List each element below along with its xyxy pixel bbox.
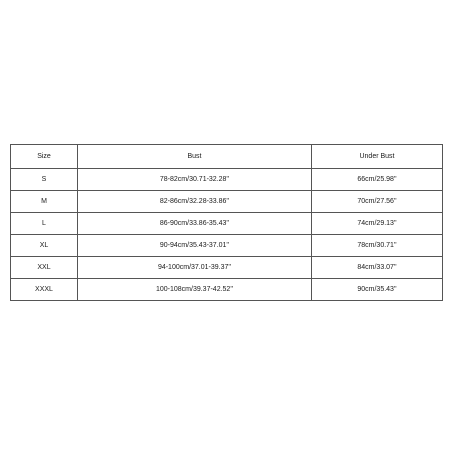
- cell-bust: 82-86cm/32.28-33.86'': [78, 191, 312, 213]
- cell-size: L: [11, 213, 78, 235]
- cell-under-bust: 70cm/27.56'': [312, 191, 443, 213]
- cell-size: XXL: [11, 257, 78, 279]
- cell-bust: 78-82cm/30.71-32.28'': [78, 169, 312, 191]
- cell-under-bust: 90cm/35.43'': [312, 279, 443, 301]
- cell-under-bust: 78cm/30.71'': [312, 235, 443, 257]
- table-row: [11, 191, 443, 213]
- table-row: [11, 257, 443, 279]
- cell-size: XXXL: [11, 279, 78, 301]
- cell-size: XL: [11, 235, 78, 257]
- header-size: Size: [11, 145, 78, 169]
- cell-bust: 86-90cm/33.86-35.43'': [78, 213, 312, 235]
- table-row: [11, 279, 443, 301]
- table-row: [11, 213, 443, 235]
- cell-under-bust: 74cm/29.13'': [312, 213, 443, 235]
- header-bust: Bust: [78, 145, 312, 169]
- table-row: [11, 169, 443, 191]
- table-header-row: [11, 145, 443, 169]
- table-row: [11, 235, 443, 257]
- header-under-bust: Under Bust: [312, 145, 443, 169]
- cell-size: M: [11, 191, 78, 213]
- cell-under-bust: 84cm/33.07'': [312, 257, 443, 279]
- cell-bust: 94-100cm/37.01-39.37'': [78, 257, 312, 279]
- size-chart-table: [10, 144, 443, 301]
- cell-bust: 90-94cm/35.43-37.01'': [78, 235, 312, 257]
- cell-under-bust: 66cm/25.98'': [312, 169, 443, 191]
- cell-size: S: [11, 169, 78, 191]
- cell-bust: 100-108cm/39.37-42.52'': [78, 279, 312, 301]
